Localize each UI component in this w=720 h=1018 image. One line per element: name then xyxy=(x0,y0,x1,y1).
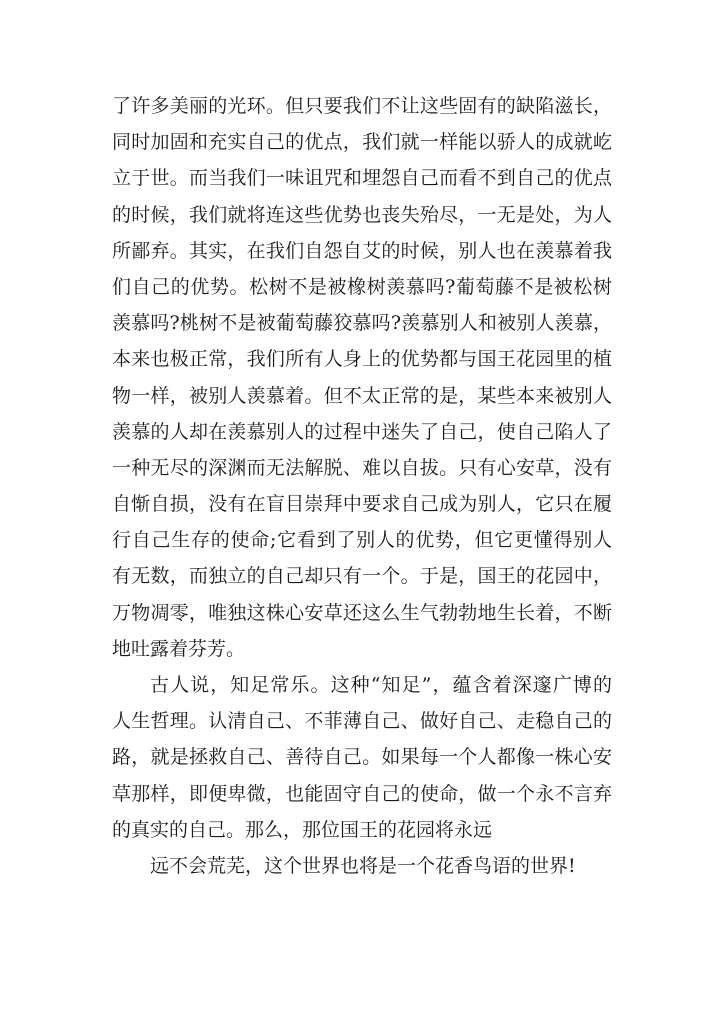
text-line: 所鄙弃。其实，在我们自怨自艾的时候，别人也在羡慕着我 xyxy=(112,239,612,262)
text-line: 羡慕的人却在羡慕别人的过程中迷失了自己，使自己陷人了 xyxy=(112,420,612,443)
text-line: 的时候，我们就将连这些优势也丧失殆尽，一无是处，为人 xyxy=(112,203,612,226)
text-line: 立于世。而当我们一味诅咒和埋怨自己而看不到自己的优点 xyxy=(112,167,612,190)
text-line: 路，就是拯救自己、善待自己。如果每一个人都像一株心安 xyxy=(112,746,612,769)
paragraph xyxy=(112,667,612,848)
text-line: 同时加固和充实自己的优点，我们就一样能以骄人的成就屹 xyxy=(112,131,612,154)
text-line: 自惭自损，没有在盲目崇拜中要求自己成为别人，它只在履 xyxy=(112,493,612,516)
text-line: 古人说，知足常乐。这种“知足”，蕴含着深邃广博的 xyxy=(150,674,612,696)
text-line: 草那样，即便卑微，也能固守自己的使命，做一个永不言弃 xyxy=(112,782,612,805)
paragraph xyxy=(112,848,612,884)
text-line: 远不会荒芜，这个世界也将是一个花香鸟语的世界! xyxy=(150,854,576,877)
text-line: 有无数，而独立的自己却只有一个。于是，国王的花园中， xyxy=(112,565,612,588)
text-line: 了许多美丽的光环。但只要我们不让这些固有的缺陷滋长， xyxy=(112,95,612,117)
text-line: 万物凋零，唯独这株心安草还这么生气勃勃地生长着，不断 xyxy=(112,601,612,624)
text-line: 行自己生存的使命;它看到了别人的优势，但它更懂得别人 xyxy=(112,529,612,552)
text-line: 地吐露着芬芳。 xyxy=(112,637,246,660)
text-line: 一种无尽的深渊而无法解脱、难以自拔。只有心安草，没有 xyxy=(112,456,612,479)
text-line: 物一样，被别人羡慕着。但不太正常的是，某些本来被别人 xyxy=(112,384,612,407)
text-line: 人生哲理。认清自己、不菲薄自己、做好自己、走稳自己的 xyxy=(112,710,612,733)
body-text xyxy=(112,88,612,884)
text-line: 们自己的优势。松树不是被橡树羡慕吗?葡萄藤不是被松树 xyxy=(112,275,612,298)
text-line: 羡慕吗?桃树不是被葡萄藤狡慕吗?羡慕别人和被别人羡慕， xyxy=(112,312,612,335)
text-line: 的真实的自己。那么，那位国王的花园将永远 xyxy=(112,818,493,841)
paragraph xyxy=(112,88,612,667)
text-line: 本来也极正常，我们所有人身上的优势都与国王花园里的植 xyxy=(112,348,612,371)
